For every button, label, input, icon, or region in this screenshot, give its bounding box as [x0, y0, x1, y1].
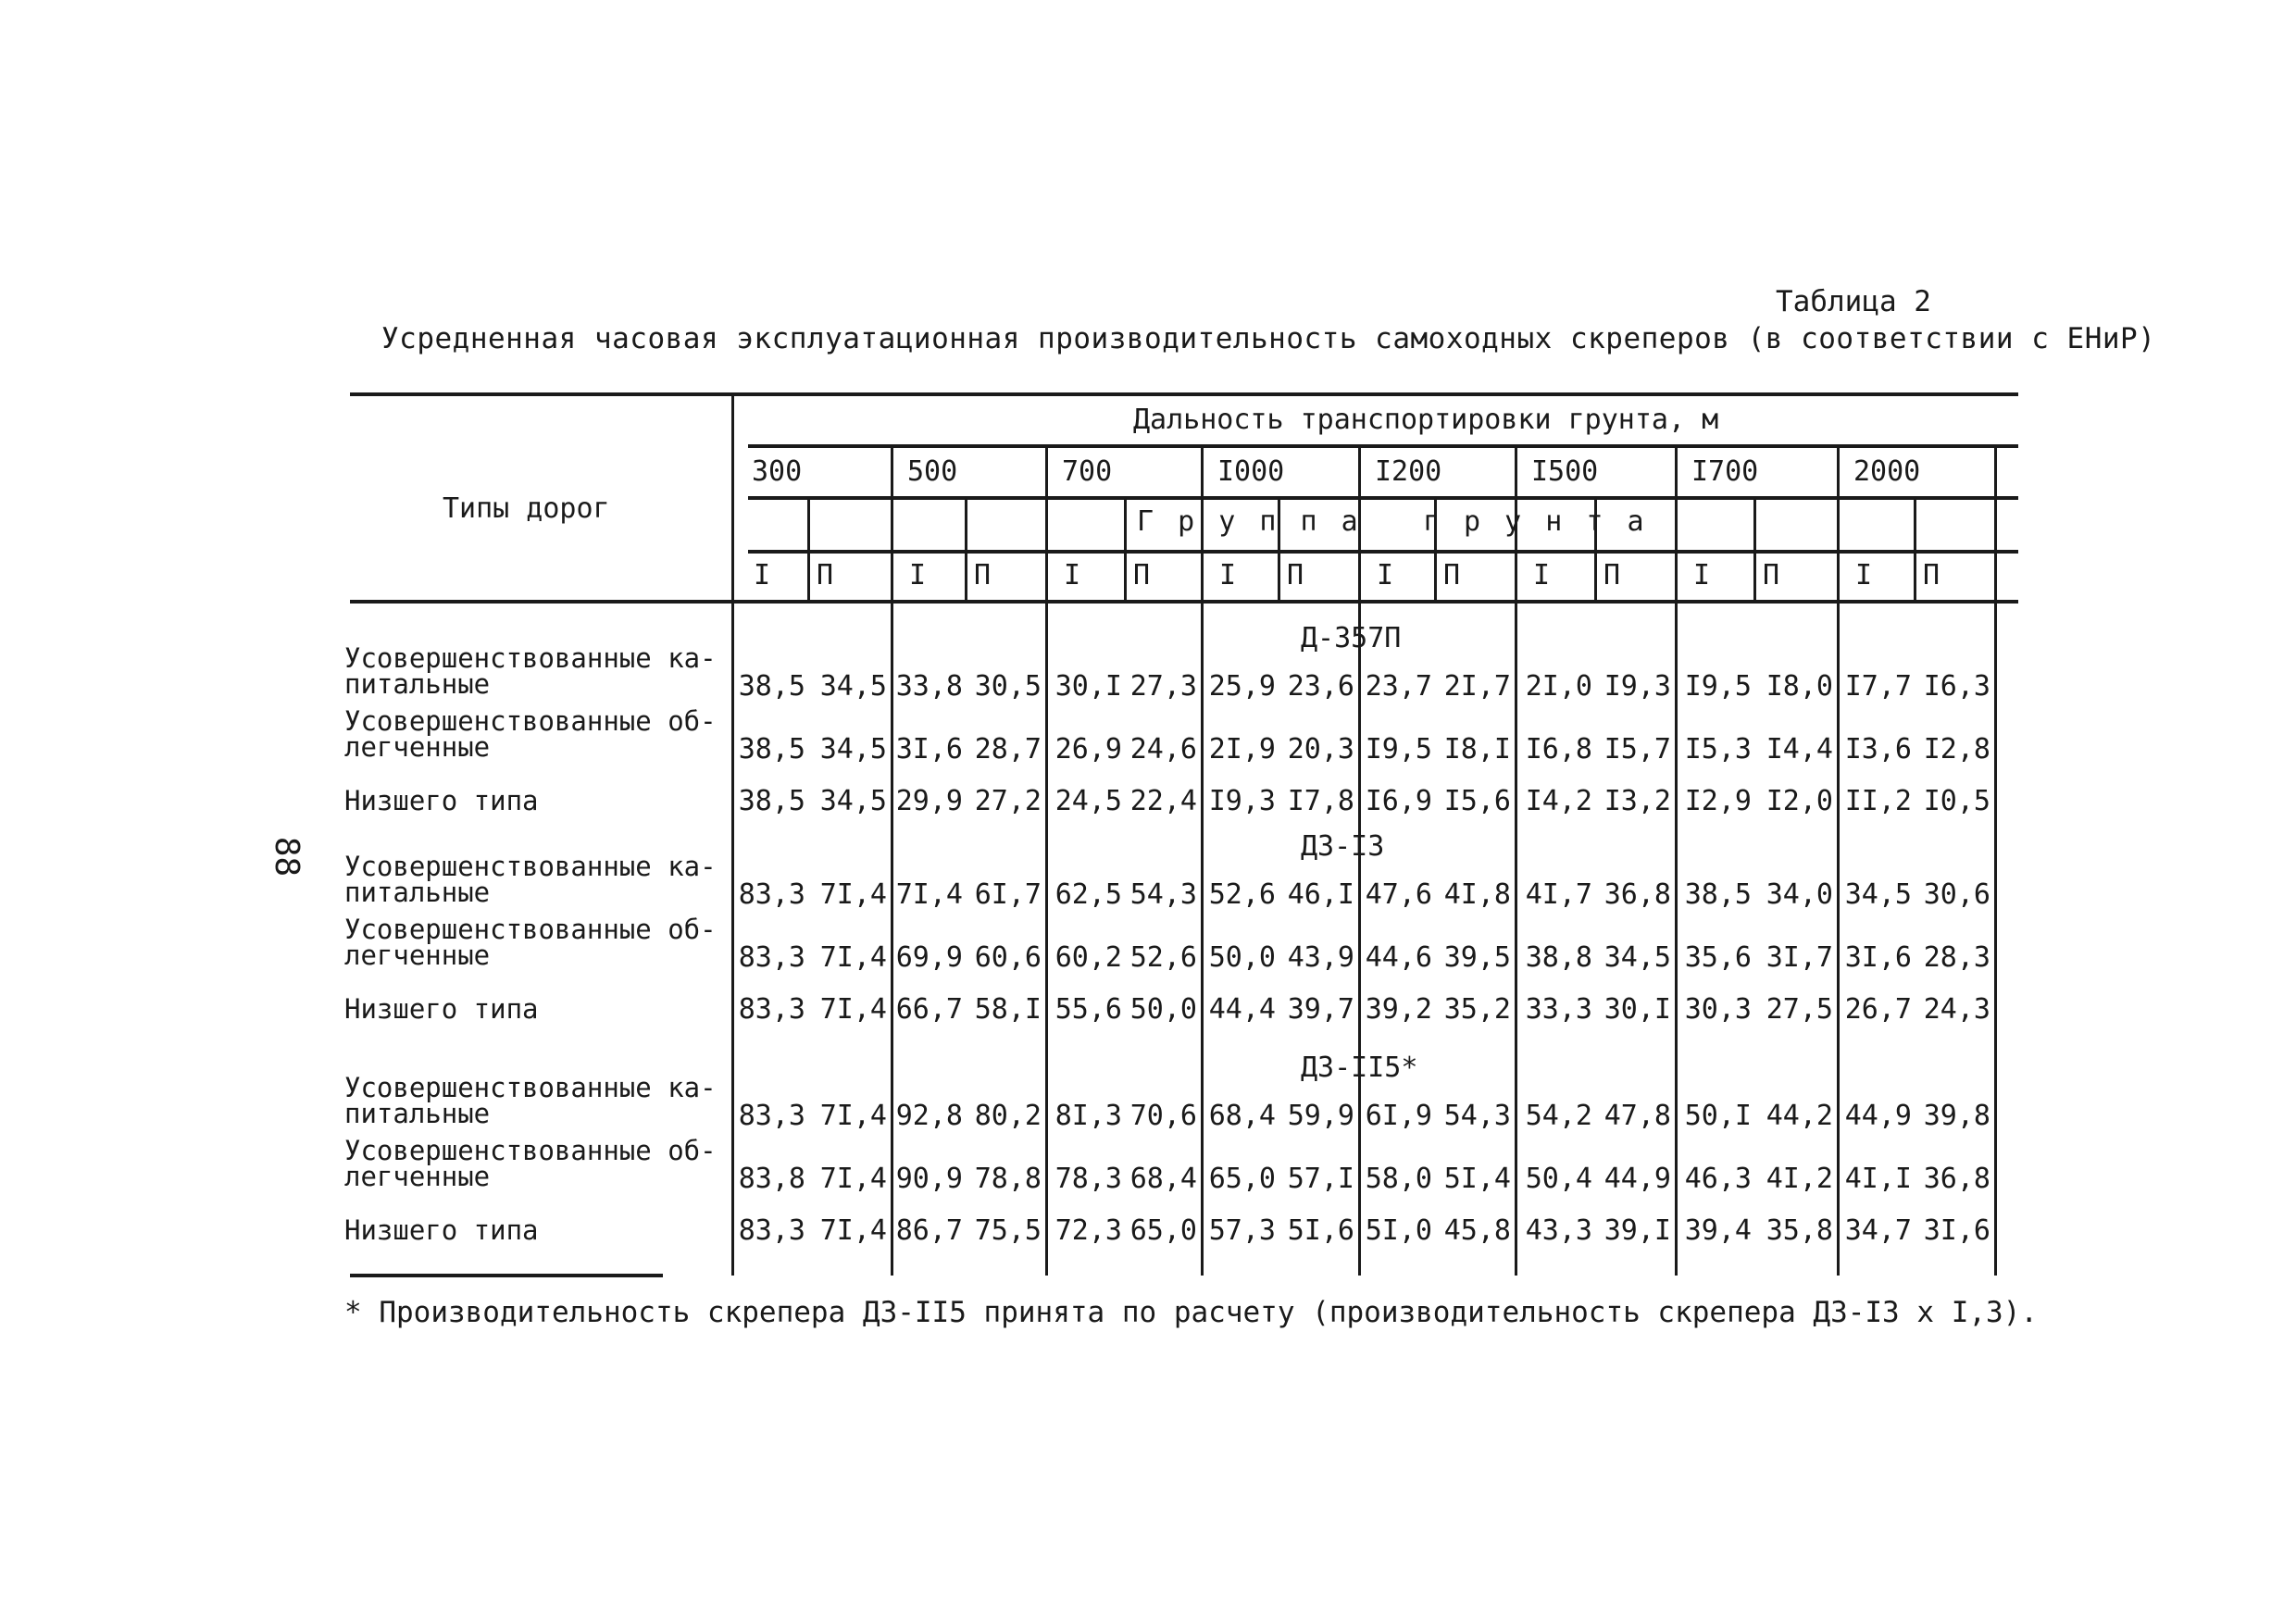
distance-3: I000	[1217, 455, 1285, 488]
table-cell: 23,7	[1365, 670, 1432, 703]
table-cell: 30,5	[974, 670, 1042, 703]
table-cell: 52,6	[1208, 878, 1276, 911]
table-cell: 58,0	[1365, 1163, 1432, 1195]
table-cell: 50,4	[1525, 1163, 1592, 1195]
table-cell: I7,7	[1844, 670, 1912, 703]
table-cell: 5I,6	[1287, 1214, 1354, 1247]
group-II: П	[1443, 559, 1461, 591]
table-cell: 34,5	[819, 785, 887, 817]
distance-5: I500	[1531, 455, 1599, 488]
table-cell: 27,2	[974, 785, 1042, 817]
table-cell: 34,5	[819, 670, 887, 703]
table-cell: 2I,0	[1525, 670, 1592, 703]
table-cell: 26,7	[1844, 993, 1912, 1026]
table-cell: 33,8	[895, 670, 963, 703]
table-cell: 2I,7	[1443, 670, 1511, 703]
group-I: I	[1693, 559, 1711, 591]
road-type-line1: Усовершенствованные об-	[344, 914, 717, 945]
table-cell: 7I,4	[819, 878, 887, 911]
table-cell: 20,3	[1287, 733, 1354, 765]
table-cell: 66,7	[895, 993, 963, 1026]
table-cell: 24,5	[1054, 785, 1122, 817]
table-cell: 68,4	[1208, 1100, 1276, 1132]
rule-bottom-left	[350, 1274, 663, 1277]
road-type-line2: легченные	[344, 731, 491, 763]
table-cell: 65,0	[1208, 1163, 1276, 1195]
table-cell: 7I,4	[819, 941, 887, 974]
table-cell: 44,2	[1766, 1100, 1833, 1132]
group-II: П	[1763, 559, 1780, 591]
distance-caption: Дальность транспортировки грунта, м	[1133, 404, 1719, 436]
table-cell: 83,3	[738, 1100, 805, 1132]
table-cell: 30,3	[1684, 993, 1752, 1026]
table-cell: 46,3	[1684, 1163, 1752, 1195]
table-cell: 45,8	[1443, 1214, 1511, 1247]
road-type-line2: легченные	[344, 940, 491, 971]
table-cell: 24,6	[1129, 733, 1197, 765]
model-name: ДЗ-II5*	[1301, 1052, 1418, 1084]
table-cell: 83,3	[738, 941, 805, 974]
distance-2: 700	[1062, 455, 1113, 488]
table-cell: I5,7	[1603, 733, 1671, 765]
table-cell: 23,6	[1287, 670, 1354, 703]
table-cell: 3I,6	[1844, 941, 1912, 974]
table-cell: I2,0	[1766, 785, 1833, 817]
table-cell: 38,5	[738, 733, 805, 765]
table-cell: 83,3	[738, 993, 805, 1026]
table-cell: I8,0	[1766, 670, 1833, 703]
table-cell: 34,0	[1766, 878, 1833, 911]
distance-4: I200	[1375, 455, 1442, 488]
table-cell: 38,5	[1684, 878, 1752, 911]
table-cell: 34,5	[1603, 941, 1671, 974]
table-cell: 39,2	[1365, 993, 1432, 1026]
group-I: I	[754, 559, 771, 591]
distance-6: I700	[1691, 455, 1759, 488]
table-cell: 35,6	[1684, 941, 1752, 974]
rule-header-bottom	[350, 600, 2018, 604]
table-cell: 4I,7	[1525, 878, 1592, 911]
vrule-distance	[891, 446, 893, 1276]
vrule-stub	[731, 394, 734, 1276]
table-cell: 39,I	[1603, 1214, 1671, 1247]
road-type-line1: Усовершенствованные об-	[344, 1135, 717, 1166]
page-number: 88	[268, 836, 306, 877]
table-cell: 39,4	[1684, 1214, 1752, 1247]
footnote: * Производительность скрепера ДЗ-II5 принята по расчету (производительность скрепера ДЗ-I3 х I,3).	[344, 1296, 2039, 1329]
vrule-group	[965, 498, 967, 600]
distance-7: 2000	[1853, 455, 1921, 488]
table-cell: II,2	[1844, 785, 1912, 817]
table-cell: 52,6	[1129, 941, 1197, 974]
table-cell: 34,5	[1844, 878, 1912, 911]
rule-distance	[748, 444, 2018, 448]
vrule-distance	[1675, 446, 1678, 1276]
table-cell: 60,2	[1054, 941, 1122, 974]
row-label-header: Типы дорог	[443, 492, 610, 525]
table-cell: 2I,9	[1208, 733, 1276, 765]
table-cell: 54,3	[1129, 878, 1197, 911]
table-cell: 57,I	[1287, 1163, 1354, 1195]
table-cell: 5I,0	[1365, 1214, 1432, 1247]
group-II: П	[817, 559, 834, 591]
table-cell: I5,3	[1684, 733, 1752, 765]
table-cell: 28,7	[974, 733, 1042, 765]
table-cell: 62,5	[1054, 878, 1122, 911]
table-cell: 39,5	[1443, 941, 1511, 974]
table-cell: 83,3	[738, 878, 805, 911]
road-type-line2: питальные	[344, 1098, 491, 1129]
table-cell: 7I,4	[819, 1100, 887, 1132]
table-cell: I9,5	[1365, 733, 1432, 765]
table-cell: 78,8	[974, 1163, 1042, 1195]
table-cell: 27,5	[1766, 993, 1833, 1026]
table-cell: 39,8	[1923, 1100, 1990, 1132]
table-cell: 38,5	[738, 785, 805, 817]
table-cell: I4,2	[1525, 785, 1592, 817]
table-cell: 27,3	[1129, 670, 1197, 703]
table-cell: 5I,4	[1443, 1163, 1511, 1195]
table-cell: I7,8	[1287, 785, 1354, 817]
table-title: Усредненная часовая эксплуатационная производительность самоходных скреперов (в соответствии с ЕНиР)	[381, 322, 2156, 355]
table-cell: 7I,4	[819, 1163, 887, 1195]
table-cell: 22,4	[1129, 785, 1197, 817]
table-cell: 6I,7	[974, 878, 1042, 911]
table-cell: 59,9	[1287, 1100, 1354, 1132]
table-cell: I8,I	[1443, 733, 1511, 765]
table-cell: 50,0	[1129, 993, 1197, 1026]
table-cell: 33,3	[1525, 993, 1592, 1026]
table-cell: 60,6	[974, 941, 1042, 974]
vrule-distance	[1045, 446, 1048, 1276]
rule-top	[350, 392, 2018, 396]
table-cell: I6,9	[1365, 785, 1432, 817]
table-cell: 25,9	[1208, 670, 1276, 703]
table-cell: 80,2	[974, 1100, 1042, 1132]
road-type: Низшего типа	[344, 993, 539, 1025]
table-cell: 30,6	[1923, 878, 1990, 911]
table-cell: 57,3	[1208, 1214, 1276, 1247]
table-cell: 7I,4	[819, 993, 887, 1026]
table-cell: 44,6	[1365, 941, 1432, 974]
table-cell: 35,8	[1766, 1214, 1833, 1247]
table-cell: 38,5	[738, 670, 805, 703]
vrule-distance	[1837, 446, 1840, 1276]
table-cell: 34,7	[1844, 1214, 1912, 1247]
table-cell: 30,I	[1054, 670, 1122, 703]
table-cell: 44,9	[1603, 1163, 1671, 1195]
distance-1: 500	[907, 455, 958, 488]
table-cell: 75,5	[974, 1214, 1042, 1247]
table-cell: I2,9	[1684, 785, 1752, 817]
rule-group-numbers	[748, 550, 2018, 554]
group-II: П	[1287, 559, 1304, 591]
table-cell: 26,9	[1054, 733, 1122, 765]
table-cell: 83,8	[738, 1163, 805, 1195]
road-type-line2: питальные	[344, 668, 491, 700]
rule-soil-group	[748, 496, 2018, 500]
group-I: I	[909, 559, 927, 591]
table-cell: 69,9	[895, 941, 963, 974]
group-I: I	[1855, 559, 1873, 591]
table-cell: 50,I	[1684, 1100, 1752, 1132]
table-cell: I9,5	[1684, 670, 1752, 703]
table-cell: 8I,3	[1054, 1100, 1122, 1132]
table-cell: 35,2	[1443, 993, 1511, 1026]
table-cell: 7I,4	[819, 1214, 887, 1247]
group-I: I	[1533, 559, 1551, 591]
table-cell: I5,6	[1443, 785, 1511, 817]
table-cell: 43,9	[1287, 941, 1354, 974]
table-cell: 36,8	[1923, 1163, 1990, 1195]
table-cell: 4I,8	[1443, 878, 1511, 911]
table-cell: 70,6	[1129, 1100, 1197, 1132]
table-cell: 72,3	[1054, 1214, 1122, 1247]
model-name: Д-357П	[1301, 622, 1402, 654]
road-type-line2: легченные	[344, 1161, 491, 1192]
table-cell: 83,3	[738, 1214, 805, 1247]
table-cell: 46,I	[1287, 878, 1354, 911]
table-cell: 44,9	[1844, 1100, 1912, 1132]
vrule-distance	[1201, 446, 1204, 1276]
road-type: Низшего типа	[344, 785, 539, 816]
group-I: I	[1219, 559, 1237, 591]
table-cell: 6I,9	[1365, 1100, 1432, 1132]
table-cell: 38,8	[1525, 941, 1592, 974]
table-cell: 55,6	[1054, 993, 1122, 1026]
vrule-group	[1914, 498, 1916, 600]
table-cell: 7I,4	[895, 878, 963, 911]
road-type-line1: Усовершенствованные ка-	[344, 642, 717, 674]
table-cell: I0,5	[1923, 785, 1990, 817]
table-cell: I9,3	[1603, 670, 1671, 703]
group-I: I	[1064, 559, 1081, 591]
distance-0: 300	[752, 455, 803, 488]
road-type: Низшего типа	[344, 1214, 539, 1246]
group-II: П	[974, 559, 992, 591]
table-cell: 4I,I	[1844, 1163, 1912, 1195]
table-cell: I4,4	[1766, 733, 1833, 765]
table-cell: 3I,6	[895, 733, 963, 765]
group-II: П	[1923, 559, 1940, 591]
table-cell: 92,8	[895, 1100, 963, 1132]
table-cell: I9,3	[1208, 785, 1276, 817]
table-label: Таблица 2	[1776, 285, 1931, 318]
vrule-distance	[1515, 446, 1517, 1276]
table-cell: 47,8	[1603, 1100, 1671, 1132]
table-cell: 54,3	[1443, 1100, 1511, 1132]
table-cell: 3I,7	[1766, 941, 1833, 974]
table-cell: 44,4	[1208, 993, 1276, 1026]
vrule-group	[1753, 498, 1756, 600]
table-cell: 65,0	[1129, 1214, 1197, 1247]
table-cell: 54,2	[1525, 1100, 1592, 1132]
table-cell: 78,3	[1054, 1163, 1122, 1195]
group-II: П	[1603, 559, 1621, 591]
table-cell: 47,6	[1365, 878, 1432, 911]
table-cell: 90,9	[895, 1163, 963, 1195]
table-cell: 86,7	[895, 1214, 963, 1247]
table-cell: 68,4	[1129, 1163, 1197, 1195]
road-type-line1: Усовершенствованные об-	[344, 705, 717, 737]
table-cell: 3I,6	[1923, 1214, 1990, 1247]
table-cell: I3,6	[1844, 733, 1912, 765]
table-cell: I2,8	[1923, 733, 1990, 765]
table-cell: I6,3	[1923, 670, 1990, 703]
road-type-line2: питальные	[344, 877, 491, 908]
road-type-line1: Усовершенствованные ка-	[344, 851, 717, 882]
group-II: П	[1133, 559, 1151, 591]
vrule-distance	[1994, 446, 1997, 1276]
table-cell: I6,8	[1525, 733, 1592, 765]
model-name: ДЗ-I3	[1301, 830, 1385, 863]
table-cell: 34,5	[819, 733, 887, 765]
table-cell: 58,I	[974, 993, 1042, 1026]
table-cell: 29,9	[895, 785, 963, 817]
table-cell: 50,0	[1208, 941, 1276, 974]
table-cell: 39,7	[1287, 993, 1354, 1026]
table-cell: 43,3	[1525, 1214, 1592, 1247]
soil-group-caption: Г р у п п а г р у н т а	[1137, 505, 1648, 538]
table-cell: 36,8	[1603, 878, 1671, 911]
table-cell: 30,I	[1603, 993, 1671, 1026]
table-cell: 28,3	[1923, 941, 1990, 974]
table-cell: 4I,2	[1766, 1163, 1833, 1195]
vrule-group	[1124, 498, 1127, 600]
road-type-line1: Усовершенствованные ка-	[344, 1072, 717, 1103]
vrule-group	[807, 498, 810, 600]
table-cell: I3,2	[1603, 785, 1671, 817]
table-cell: 24,3	[1923, 993, 1990, 1026]
group-I: I	[1377, 559, 1394, 591]
